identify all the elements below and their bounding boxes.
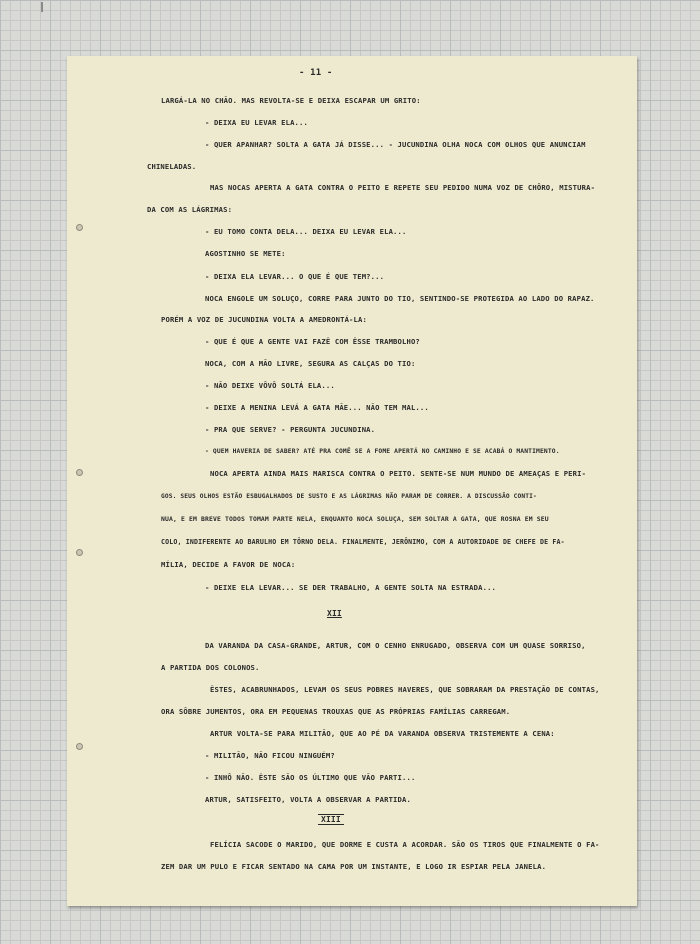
text-line: - DEIXA ELA LEVAR... O QUE É QUE TEM?... <box>205 272 385 281</box>
text-line: ORA SÔBRE JUMENTOS, ORA EM PEQUENAS TROUXAS QUE AS PRÓPRIAS FAMÍLIAS CARREGAM. <box>161 707 511 716</box>
text-line: DA COM AS LÁGRIMAS: <box>147 205 233 214</box>
text-line: FELÍCIA SACODE O MARIDO, QUE DORME E CUSTA A ACORDAR. SÃO OS TIROS QUE FINALMENTE O FA- <box>210 840 600 849</box>
text-line: NOCA APERTA AINDA MAIS MARISCA CONTRA O PEITO. SENTE-SE NUM MUNDO DE AMEAÇAS E PERI- <box>210 469 587 478</box>
punch-hole <box>76 224 83 231</box>
chapter-heading: XII <box>327 609 342 618</box>
text-line: DA VARANDA DA CASA-GRANDE, ARTUR, COM O CENHO ENRUGADO, OBSERVA COM UM QUASE SORRISO, <box>205 641 586 650</box>
text-line: - DEIXA EU LEVAR ELA... <box>205 118 308 127</box>
punch-hole <box>76 743 83 750</box>
text-line: ZEM DAR UM PULO E FICAR SENTADO NA CAMA POR UM INSTANTE, E LOGO IR ESPIAR PELA JANELA. <box>161 862 547 871</box>
text-line: CHINELADAS. <box>147 162 197 171</box>
text-line: - PRA QUE SERVE? - PERGUNTA JUCUNDINA. <box>205 425 376 434</box>
text-line: COLO, INDIFERENTE AO BARULHO EM TÔRNO DELA. FINALMENTE, JERÔNIMO, COM A AUTORIDADE DE CHEFE DE FA- <box>161 538 565 546</box>
text-line: NOCA ENGOLE UM SOLUÇO, CORRE PARA JUNTO DO TIO, SENTINDO-SE PROTEGIDA AO LADO DO RAPAZ. <box>205 294 595 303</box>
text-line: A PARTIDA DOS COLONOS. <box>161 663 260 672</box>
text-line: - DEIXE ELA LEVAR... SE DER TRABALHO, A GENTE SOLTA NA ESTRADA... <box>205 583 497 592</box>
punch-hole <box>76 549 83 556</box>
text-line: - DEIXE A MENINA LEVÁ A GATA MÃE... NÃO TEM MAL... <box>205 403 429 412</box>
text-line: ARTUR, SATISFEITO, VOLTA A OBSERVAR A PARTIDA. <box>205 795 411 804</box>
text-line: - QUER APANHAR? SOLTA A GATA JÁ DISSE... - JUCUNDINA OLHA NOCA COM OLHOS QUE ANUNCIAM <box>205 140 586 149</box>
chapter-heading: XIII <box>318 814 344 825</box>
typewritten-page <box>67 56 637 906</box>
text-line: PORÉM A VOZ DE JUCUNDINA VOLTA A AMEDRONTÁ-LA: <box>161 315 367 324</box>
text-line: - EU TOMO CONTA DELA... DEIXA EU LEVAR ELA... <box>205 227 407 236</box>
text-line: - QUE É QUE A GENTE VAI FAZÊ COM ÊSSE TRAMBOLHO? <box>205 337 420 346</box>
text-line: - MILITÃO, NÃO FICOU NINGUÉM? <box>205 751 335 760</box>
text-line: MÍLIA, DECIDE A FAVOR DE NOCA: <box>161 560 296 569</box>
grid-mark <box>41 2 49 12</box>
text-line: GOS. SEUS OLHOS ESTÃO ESBUGALHADOS DE SUSTO E AS LÁGRIMAS NÃO PARAM DE CORRER. A DISCUSSÃO CONTI- <box>161 493 537 500</box>
text-line: ARTUR VOLTA-SE PARA MILITÃO, QUE AO PÉ DA VARANDA OBSERVA TRISTEMENTE A CENA: <box>210 729 555 738</box>
text-line: - INHÔ NÃO. ÊSTE SÃO OS ÚLTIMO QUE VÃO PARTI... <box>205 773 416 782</box>
text-line: MAS NOCAS APERTA A GATA CONTRA O PEITO E REPETE SEU PEDIDO NUMA VOZ DE CHÔRO, MISTURA- <box>210 183 596 192</box>
text-line: - NÃO DEIXE VÔVÔ SOLTÁ ELA... <box>205 381 335 390</box>
text-line: AGOSTINHO SE METE: <box>205 249 286 258</box>
page-number: - 11 - <box>299 68 333 78</box>
text-line: - QUEM HAVERIA DE SABER? ATÉ PRA COMÊ SE A FOME APERTÁ NO CAMINHO E SE ACABÁ O MANTIMENTO. <box>205 448 560 455</box>
text-line: NOCA, COM A MÃO LIVRE, SEGURA AS CALÇAS DO TIO: <box>205 359 416 368</box>
text-line: LARGÁ-LA NO CHÃO. MAS REVOLTA-SE E DEIXA ESCAPAR UM GRITO: <box>161 96 421 105</box>
text-line: NUA, E EM BREVE TODOS TOMAM PARTE NELA, ENQUANTO NOCA SOLUÇA, SEM SOLTAR A GATA, QUE ROSNA EM SEU <box>161 515 549 523</box>
text-line: ÊSTES, ACABRUNHADOS, LEVAM OS SEUS POBRES HAVERES, QUE SOBRARAM DA PRESTAÇÃO DE CONTAS, <box>210 685 600 694</box>
punch-hole <box>76 469 83 476</box>
